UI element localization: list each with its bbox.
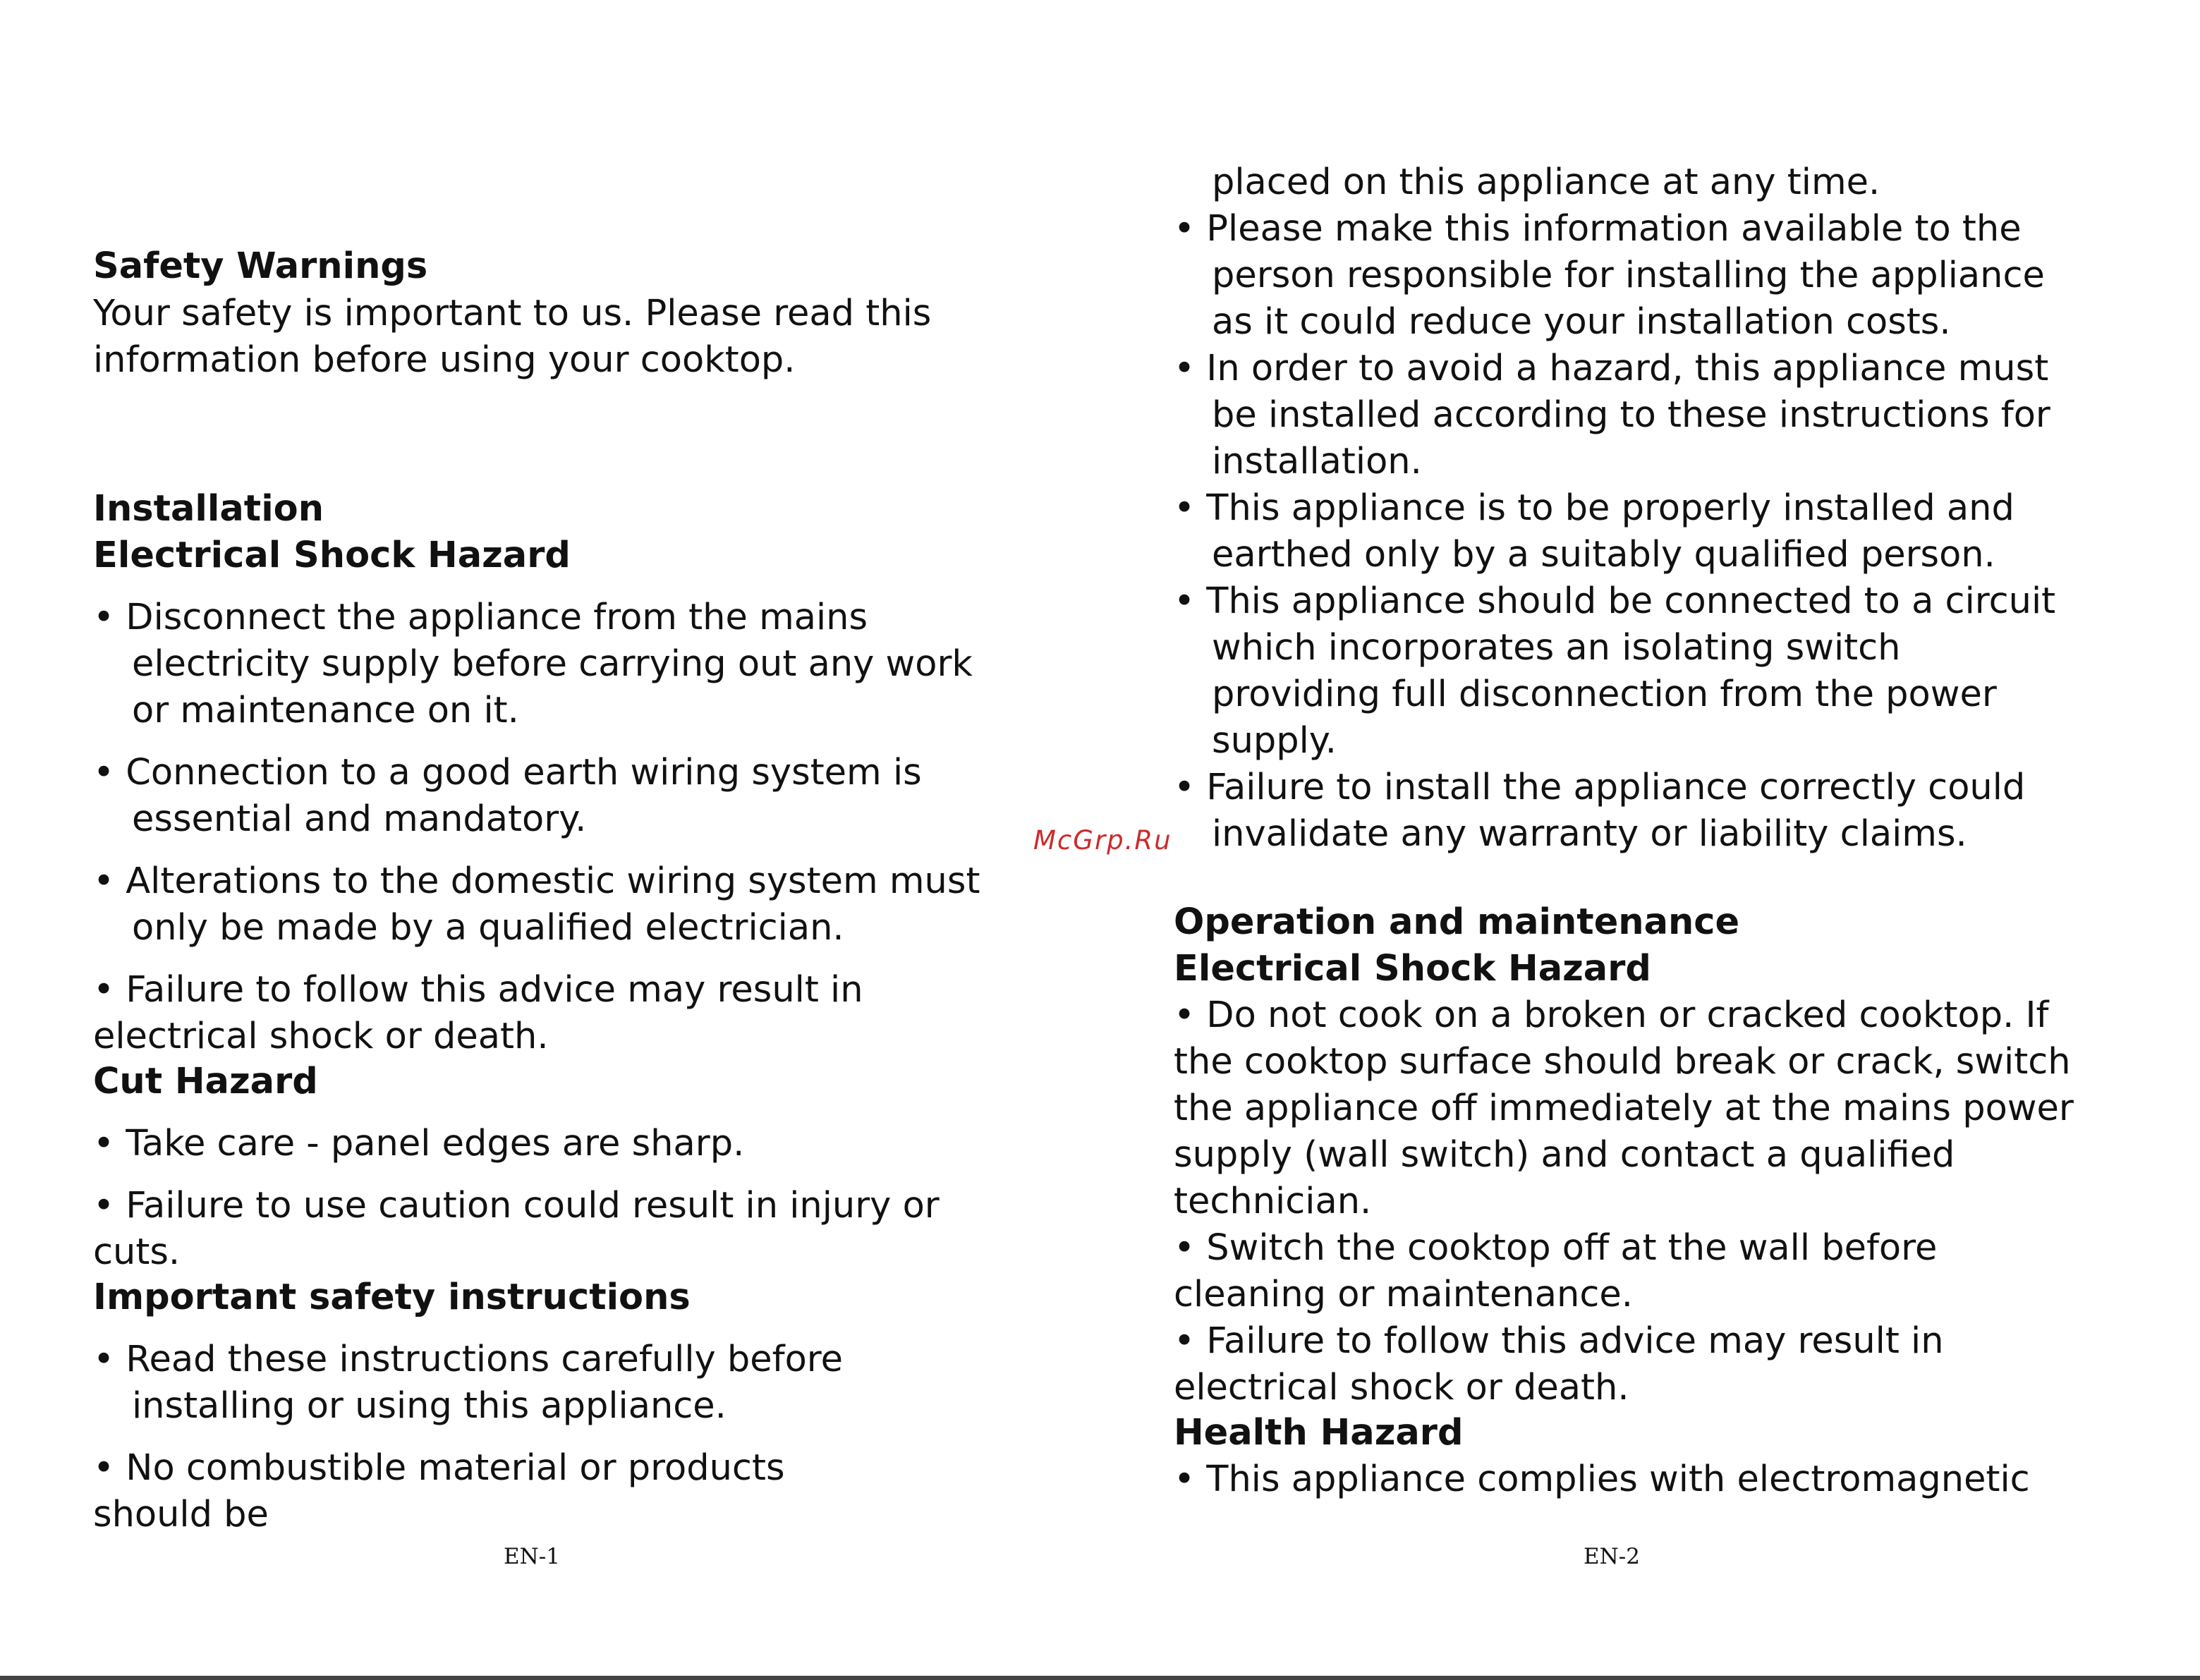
bullet-line: person responsible for installing the appliance [1212,255,2045,296]
continued-text-line: placed on this appliance at any time. [1212,162,1880,203]
bullet-line: installing or using this appliance. [132,1385,727,1427]
bullet-line: • Do not cook on a broken or cracked cooktop. If [1174,994,2049,1036]
bottom-border [0,1676,2200,1680]
bullet-line: • In order to avoid a hazard, this appliance must [1174,348,2049,389]
bullet-line: essential and mandatory. [132,798,587,840]
bullet-line: • Failure to use caution could result in injury or [93,1185,940,1226]
bullet-line: technician. [1174,1181,1372,1222]
bullet-line: providing full disconnection from the power [1212,674,1997,715]
bullet-line: invalidate any warranty or liability claims. [1212,813,1967,855]
installation-heading: Installation [93,488,324,530]
bullet-line: should be [93,1494,269,1535]
bullet-line: electricity supply before carrying out any work [132,643,973,685]
electrical-shock-hazard-heading: Electrical Shock Hazard [93,535,571,576]
bullet-line: • This appliance complies with electromagnetic [1174,1459,2030,1500]
bullet-line: • Disconnect the appliance from the mains [93,597,868,638]
bullet-line: supply. [1212,720,1337,762]
bullet-line: which incorporates an isolating switch [1212,627,1901,669]
bullet-line: • Connection to a good earth wiring system is [93,752,922,793]
bullet-line: electrical shock or death. [1174,1367,1629,1408]
bullet-line: earthed only by a suitably qualified person. [1212,534,1995,576]
bullet-line: as it could reduce your installation costs. [1212,301,1951,343]
bullet-line: the cooktop surface should break or crack, switch [1174,1041,2071,1083]
bullet-line: only be made by a qualified electrician. [132,907,844,949]
bullet-line: the appliance off immediately at the mains power [1174,1088,2074,1129]
bullet-line: • Read these instructions carefully before [93,1339,844,1380]
bullet-line: • Failure to install the appliance correctly could [1174,767,2026,808]
cut-hazard-heading: Cut Hazard [93,1061,318,1102]
operation-and-maintenance-heading: Operation and maintenance [1174,901,1740,943]
bullet-line: • Take care - panel edges are sharp. [93,1123,745,1164]
watermark: McGrp.Ru [1033,825,1172,856]
bullet-line: • This appliance is to be properly installed and [1174,487,2014,529]
page-number: EN-2 [1584,1544,1640,1569]
bullet-line: • This appliance should be connected to a circuit [1174,580,2056,622]
bullet-line: • Alterations to the domestic wiring system must [93,860,980,902]
intro-text-line: information before using your cooktop. [93,339,796,381]
safety-warnings-heading: Safety Warnings [93,245,428,287]
bullet-line: installation. [1212,441,1422,482]
bullet-line: • Failure to follow this advice may result in [93,969,863,1011]
bullet-line: • Switch the cooktop off at the wall before [1174,1227,1938,1269]
electrical-shock-hazard-heading: Electrical Shock Hazard [1174,948,1651,990]
bullet-line: electrical shock or death. [93,1016,549,1057]
bullet-line: • No combustible material or products [93,1447,785,1489]
page-number: EN-1 [504,1544,560,1569]
bullet-line: or maintenance on it. [132,690,519,731]
bullet-line: cuts. [93,1231,181,1273]
bullet-line: • Failure to follow this advice may result in [1174,1320,1944,1362]
bullet-line: be installed according to these instructions for [1212,394,2050,436]
bullet-line: • Please make this information available to the [1174,208,2022,250]
bullet-line: supply (wall switch) and contact a qualified [1174,1134,1955,1176]
intro-text-line: Your safety is important to us. Please read this [93,293,932,334]
health-hazard-heading: Health Hazard [1174,1412,1464,1454]
bullet-line: cleaning or maintenance. [1174,1274,1633,1315]
important-safety-instructions-heading: Important safety instructions [93,1277,691,1318]
